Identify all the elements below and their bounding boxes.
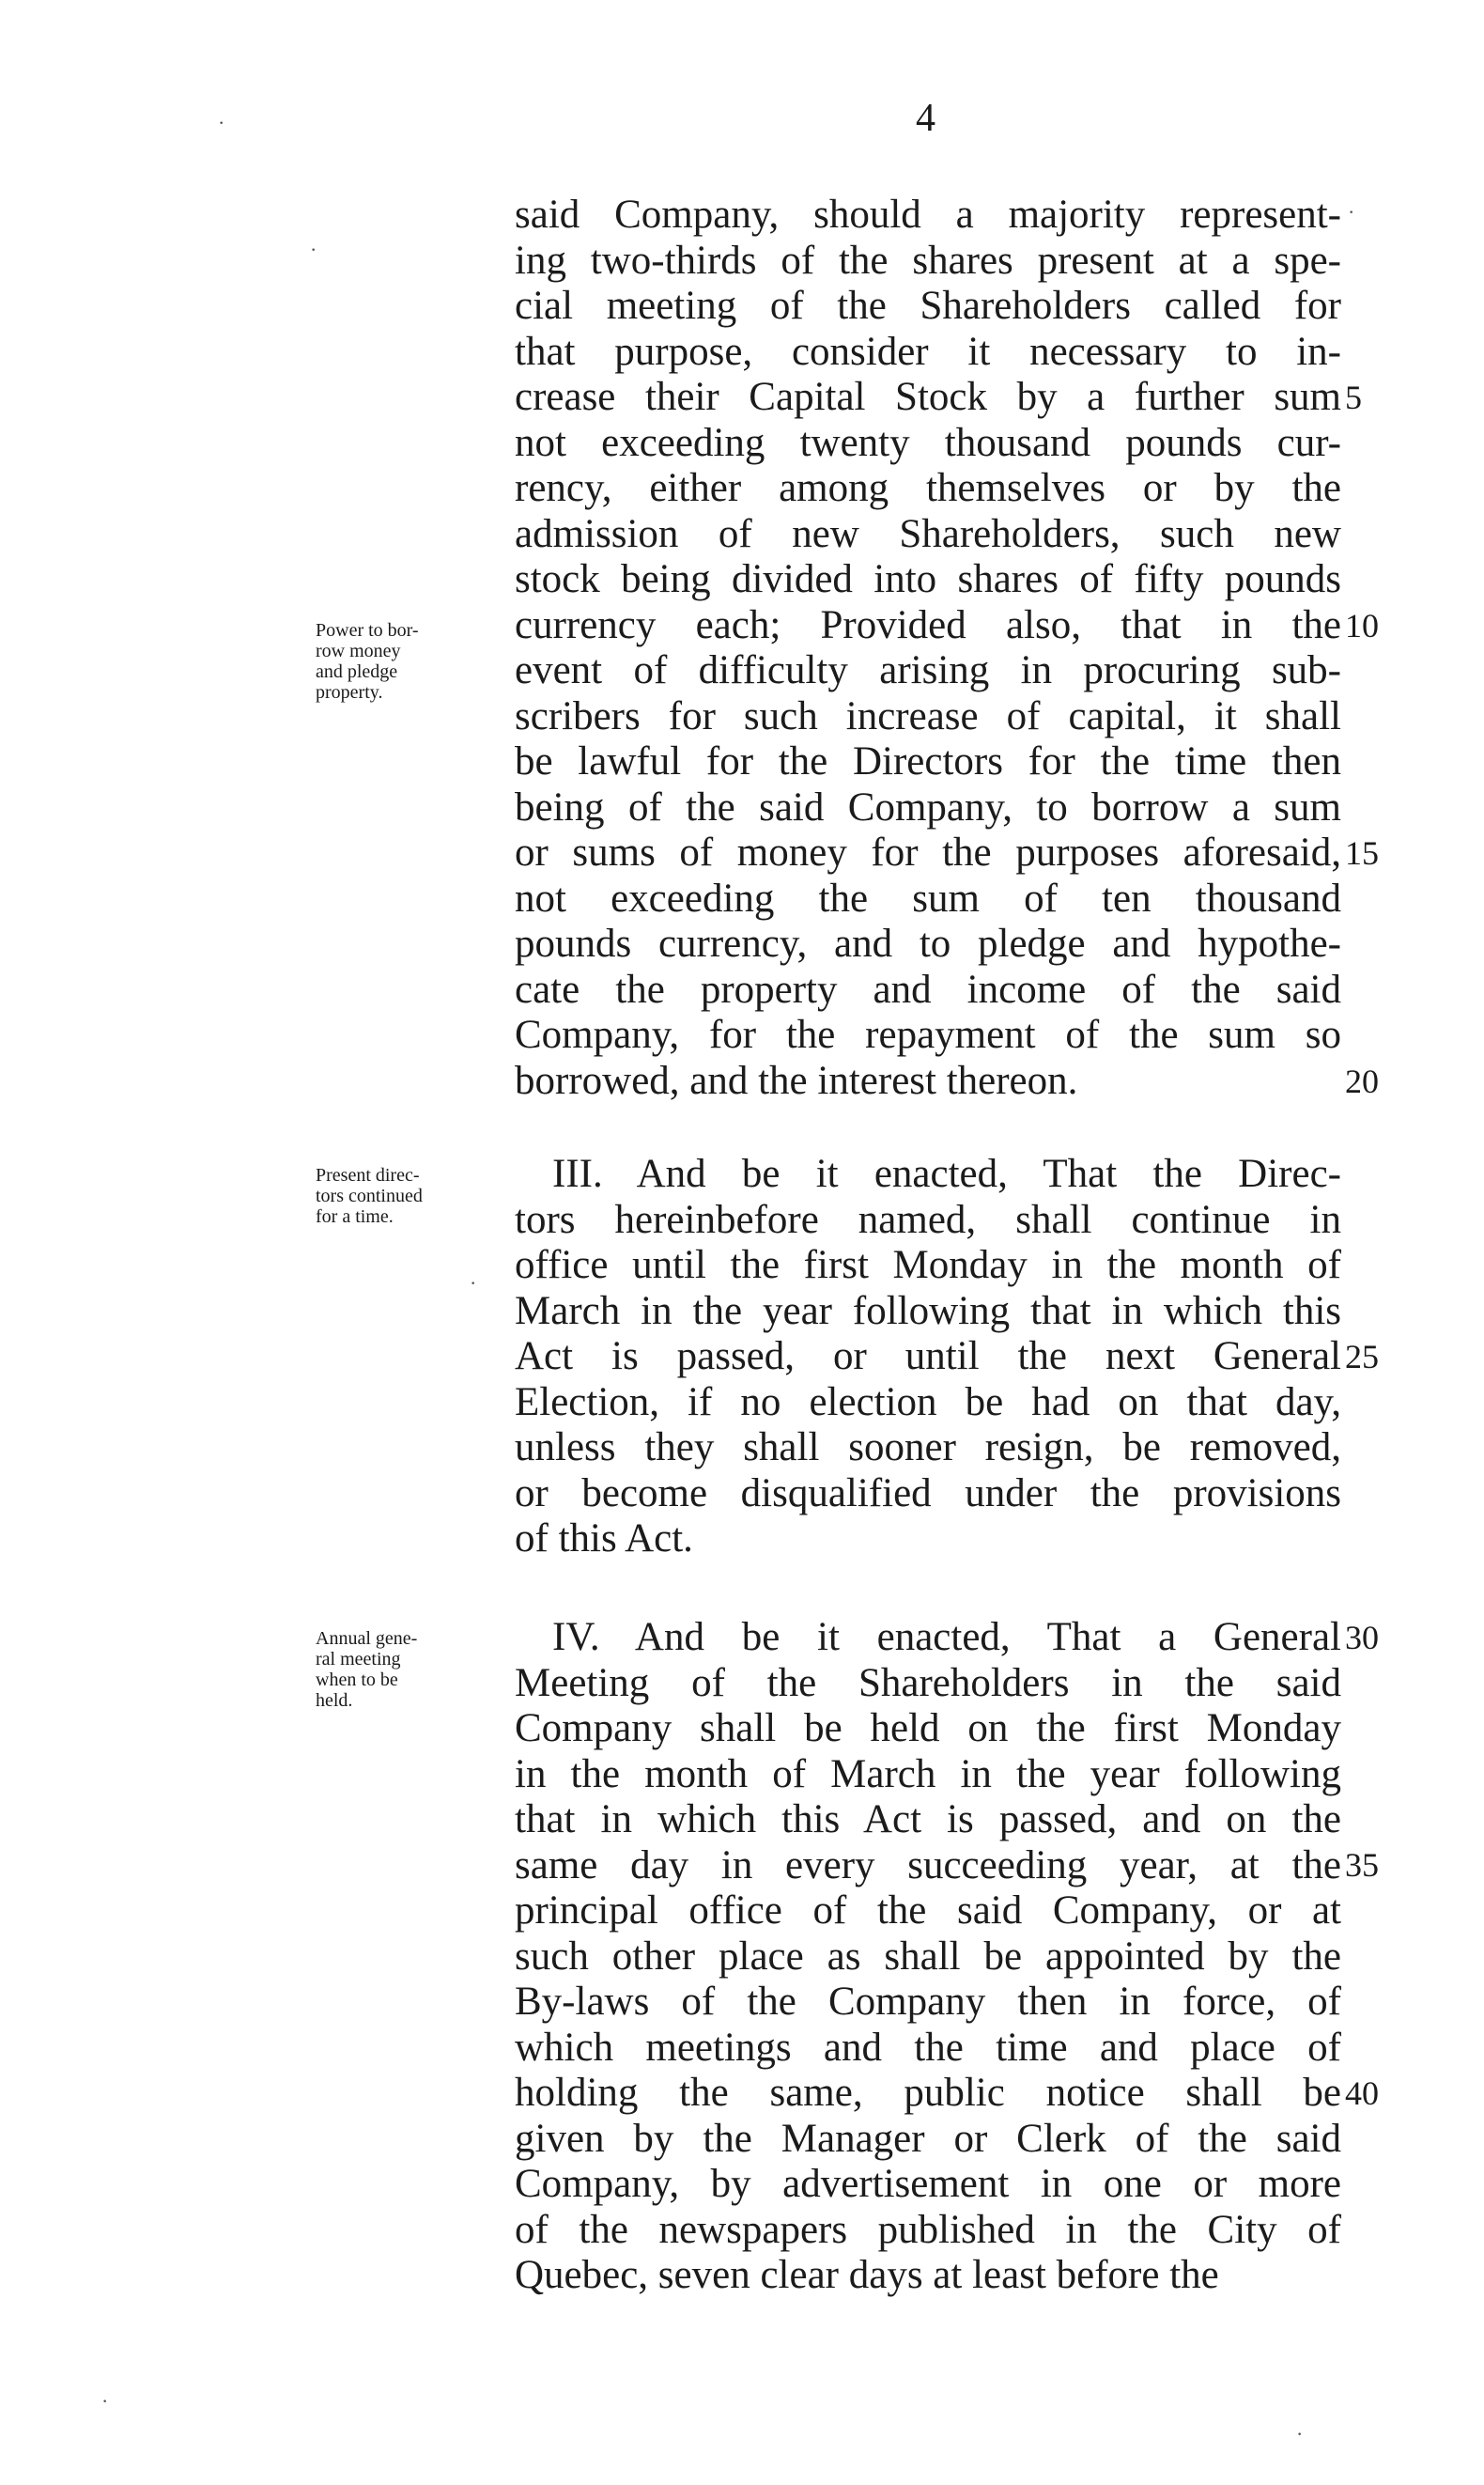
text-line: March in the year following that in which this	[515, 1288, 1341, 1333]
text-line: or become disqualified under the provisions	[515, 1470, 1341, 1515]
line-number-40: 40	[1345, 2074, 1379, 2112]
text-line: same day in every succeeding year, at the	[515, 1842, 1341, 1887]
text-line: unless they shall sooner resign, be removed,	[515, 1425, 1341, 1469]
text-line: borrowed, and the interest thereon.	[515, 1058, 1078, 1103]
text-line: IV. And be it enacted, That a General	[552, 1615, 1341, 1659]
margin-note-present-directors	[316, 1165, 503, 1227]
text-line: scribers for such increase of capital, it shall	[515, 693, 1341, 738]
scan-speck: ·	[1296, 2422, 1304, 2446]
margin-note-line: ral meeting	[316, 1649, 401, 1670]
text-line: such other place as shall be appointed by the	[515, 1934, 1341, 1979]
line-number-30: 30	[1345, 1619, 1379, 1656]
text-line: office until the first Monday in the month of	[515, 1243, 1341, 1287]
text-line: Meeting of the Shareholders in the said	[515, 1660, 1341, 1705]
text-line: which meetings and the time and place of	[515, 2025, 1341, 2070]
text-line: that in which this Act is passed, and on the	[515, 1797, 1341, 1841]
scan-speck: ·	[470, 1271, 477, 1295]
margin-note-line: property.	[316, 682, 383, 703]
text-line: ing two-thirds of the shares present at a spe-	[515, 238, 1341, 283]
line-number-10: 10	[1345, 607, 1379, 645]
line-number-20: 20	[1345, 1063, 1379, 1100]
text-line: tors hereinbefore named, shall continue in	[515, 1197, 1341, 1242]
text-line: holding the same, public notice shall be	[515, 2071, 1341, 2115]
text-line: given by the Manager or Clerk of the said	[515, 2116, 1341, 2161]
text-line: cate the property and income of the said	[515, 967, 1341, 1012]
text-line: Company, for the repayment of the sum so	[515, 1013, 1341, 1057]
paragraph-capital-increase	[515, 193, 1341, 1104]
text-line: in the month of March in the year following	[515, 1751, 1341, 1796]
paragraph-section-iii	[515, 1152, 1341, 1562]
margin-note-annual-meeting	[316, 1628, 503, 1711]
margin-note-line: and pledge	[316, 661, 398, 682]
line-number-35: 35	[1345, 1846, 1379, 1884]
margin-note-power-to-borrow	[316, 620, 503, 703]
line-number-15: 15	[1345, 834, 1379, 872]
text-line: rency, either among themselves or by the	[515, 466, 1341, 510]
text-line: event of difficulty arising in procuring sub-	[515, 648, 1341, 692]
text-line: not exceeding twenty thousand pounds cur-	[515, 420, 1341, 465]
text-line: that purpose, consider it necessary to in-	[515, 329, 1341, 374]
scan-speck: ·	[101, 2389, 109, 2413]
text-line: By-laws of the Company then in force, of	[515, 1980, 1341, 2024]
text-line: or sums of money for the purposes aforesaid,	[515, 831, 1341, 875]
text-line: admission of new Shareholders, such new	[515, 511, 1341, 556]
text-line: be lawful for the Directors for the time then	[515, 739, 1341, 784]
text-line: III. And be it enacted, That the Direc-	[552, 1152, 1341, 1196]
text-line: not exceeding the sum of ten thousand	[515, 876, 1341, 921]
margin-note-line: held.	[316, 1690, 353, 1711]
line-number-25: 25	[1345, 1338, 1379, 1375]
text-line: crease their Capital Stock by a further sum	[515, 375, 1341, 419]
margin-note-line: for a time.	[316, 1206, 394, 1227]
margin-note-line: when to be	[316, 1670, 398, 1690]
text-line: of the newspapers published in the City of	[515, 2207, 1341, 2252]
text-line: Quebec, seven clear days at least before the	[515, 2253, 1219, 2297]
margin-note-line: row money	[316, 641, 401, 661]
text-line: Company, by advertisement in one or more	[515, 2162, 1341, 2206]
scan-speck: ·	[310, 238, 317, 261]
paragraph-section-iv	[515, 1615, 1341, 2299]
text-line: stock being divided into shares of fifty pounds	[515, 557, 1341, 601]
line-number-5: 5	[1345, 379, 1362, 416]
scan-speck: ·	[1348, 200, 1355, 224]
margin-note-line: Power to bor-	[316, 620, 419, 641]
text-line: said Company, should a majority represent-	[515, 193, 1341, 237]
text-line: cial meeting of the Shareholders called for	[515, 284, 1341, 328]
text-line: Election, if no election be had on that day,	[515, 1379, 1341, 1424]
margin-note-line: Present direc-	[316, 1165, 420, 1186]
text-line: Company shall be held on the first Monday	[515, 1706, 1341, 1750]
margin-note-line: Annual gene-	[316, 1628, 418, 1649]
text-line: Act is passed, or until the next General	[515, 1334, 1341, 1378]
page-number: 4	[916, 97, 935, 140]
scan-speck: ·	[218, 111, 225, 134]
text-line: being of the said Company, to borrow a sum	[515, 784, 1341, 830]
text-line: principal office of the said Company, or at	[515, 1888, 1341, 1933]
text-line: of this Act.	[515, 1516, 693, 1561]
margin-note-line: tors continued	[316, 1186, 423, 1206]
text-line: currency each; Provided also, that in the	[515, 602, 1341, 647]
text-line: pounds currency, and to pledge and hypothe-	[515, 922, 1341, 966]
